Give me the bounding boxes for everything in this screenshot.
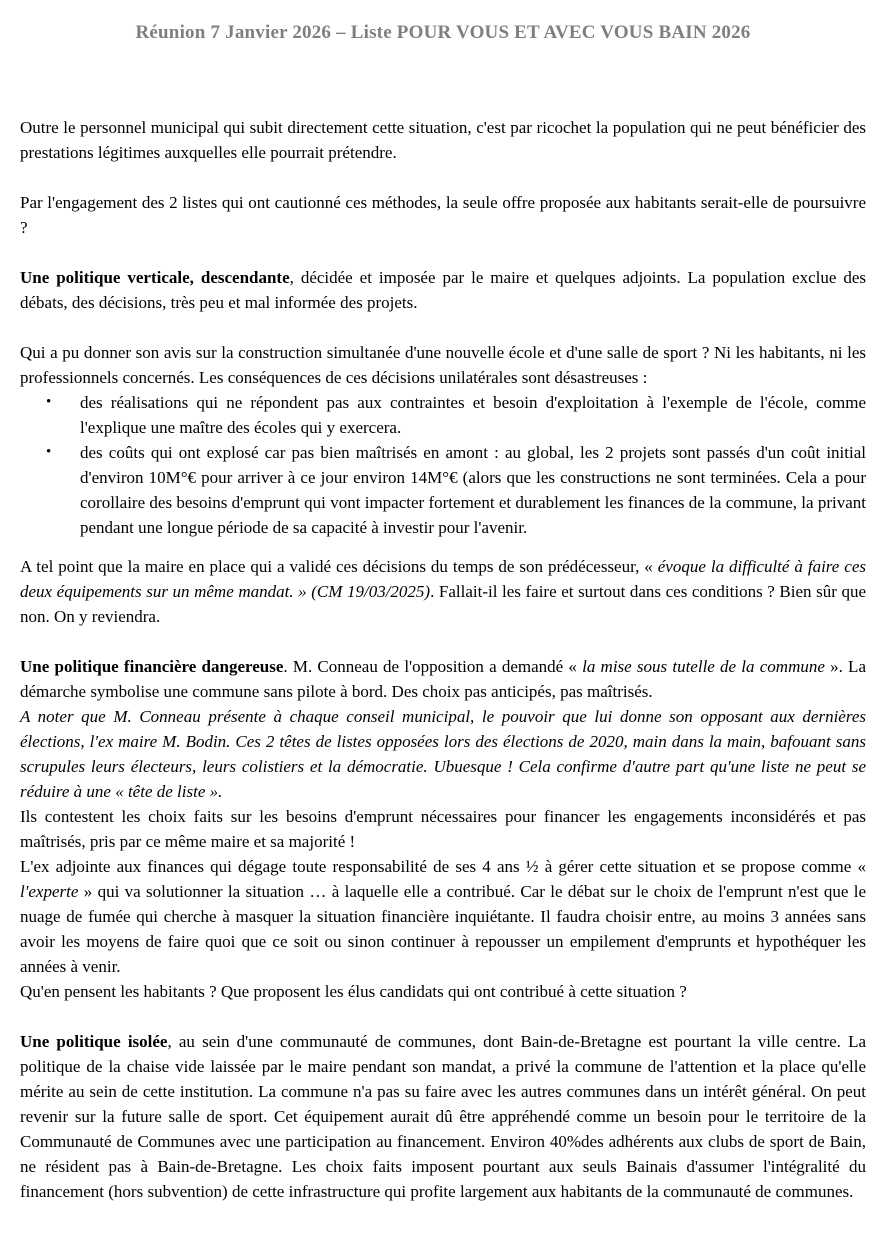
blank-line	[20, 540, 866, 554]
text-run: , au sein d'une communauté de communes, dont Bain-de-Bretagne est pourtant la ville centre. La politique de la chaise vide laissée par le maire pendant son mandat, a privé la commune de l'attention et la place qu'elle mérite au sein de cette institution. La commune n'a pas su faire avec les autres communes dans un intérêt général. On peut revenir sur la future salle de sport. Cet équipement aurait dû être appréhendé comme un besoin pour le territoire de la Communauté de Communes avec une participation au financement. Environ 40%des adhérents aux clubs de sport de Bain, ne résident pas à Bain-de-Bretagne. Les choix faits imposent pourtant aux seuls Bainais d'assumer l'intégralité du financement (hors subvention) de cette infrastructure qui profite largement aux habitants de la communauté de communes.	[20, 1032, 866, 1201]
paragraph-ex-adjointe	[20, 854, 866, 979]
paragraph-tel-point	[20, 554, 866, 629]
text-run: Une politique isolée	[20, 1032, 168, 1051]
paragraph-politique-financiere	[20, 654, 866, 704]
text-run: A tel point que la maire en place qui a validé ces décisions du temps de son prédécesseur, «	[20, 557, 658, 576]
page-title: Réunion 7 Janvier 2026 – Liste POUR VOUS ET AVEC VOUS BAIN 2026	[135, 22, 751, 43]
blank-line	[20, 240, 866, 265]
text-run: Une politique verticale, descendante	[20, 268, 290, 287]
bullet-item	[20, 390, 866, 440]
text-run: Une politique financière dangereuse	[20, 657, 284, 676]
paragraph-contestation	[20, 804, 866, 854]
text-run: des réalisations qui ne répondent pas aux contraintes et besoin d'exploitation à l'exemple de l'école, comme l'explique une maître des écoles qui y exercera.	[80, 393, 866, 437]
bullet-item	[20, 440, 866, 540]
text-run: l'experte	[20, 882, 79, 901]
bullet-list	[20, 390, 866, 540]
blank-line	[20, 315, 866, 340]
bullet-icon: •	[46, 444, 52, 460]
paragraph-conneau-note	[20, 704, 866, 804]
text-run: A noter que M. Conneau présente à chaque conseil municipal, le pouvoir que lui donne son opposant aux dernières élections, l'ex maire M. Bodin. Ces 2 têtes de listes opposées lors des élections de 2020, main dans la main, bafouant sans scrupules leurs électeurs, leurs colistiers et la démocratie. Ubuesque ! Cela confirme d'autre part qu'une liste ne peut se réduire à une « tête de liste ».	[20, 707, 866, 801]
paragraph-intro	[20, 115, 866, 165]
text-run: ». La démarche symbolise une commune sans pilote à bord. Des choix pas anticipés, pas maîtrisés.	[20, 657, 866, 701]
text-run: Par l'engagement des 2 listes qui ont cautionné ces méthodes, la seule offre proposée aux habitants serait-elle de poursuivre ?	[20, 193, 866, 237]
paragraph-construction	[20, 340, 866, 390]
text-run: L'ex adjointe aux finances qui dégage toute responsabilité de ses 4 ans ½ à gérer cette situation et se propose comme «	[20, 857, 866, 876]
text-run: des coûts qui ont explosé car pas bien maîtrisés en amont : au global, les 2 projets sont passés d'un coût initial d'environ 10M°€ pour arriver à ce jour environ 14M°€ (alors que les constructions ne sont terminées. Cela a pour corollaire des besoins d'emprunt qui vont impacter fortement et durablement les finances de la commune, la privant pendant une longue période de sa capacité à investir pour l'avenir.	[80, 443, 866, 537]
text-run: évoque la difficulté à faire ces deux équipements sur un même mandat. » (CM 19/03/2025)	[20, 557, 866, 601]
text-run: Ils contestent les choix faits sur les besoins d'emprunt nécessaires pour financer les engagements inconsidérés et pas maîtrisés, pris par ce même maire et sa majorité !	[20, 807, 866, 851]
paragraph-engagement	[20, 190, 866, 240]
blank-line	[20, 165, 866, 190]
blank-line	[20, 1004, 866, 1029]
bullet-icon: •	[46, 394, 52, 410]
paragraph-politique-verticale	[20, 265, 866, 315]
blank-line	[20, 629, 866, 654]
text-run: , décidée et imposée par le maire et quelques adjoints. La population exclue des débats, des décisions, très peu et mal informée des projets.	[20, 268, 866, 312]
text-run: . M. Conneau de l'opposition a demandé «	[283, 657, 583, 676]
paragraph-question-habitants	[20, 979, 866, 1004]
document-body	[20, 115, 866, 1204]
text-run: Qu'en pensent les habitants ? Que proposent les élus candidats qui ont contribué à cette situation ?	[20, 982, 687, 1001]
text-run: » qui va solutionner la situation … à laquelle elle a contribué. Car le débat sur le choix de l'emprunt n'est que le nuage de fumée qui cherche à masquer la situation financière inquiétante. Il faudra choisir entre, au moins 3 années sans avoir les moyens de faire quoi que ce soit ou sinon continuer à repousser un empilement d'emprunts et hypothéquer les années à venir.	[20, 882, 866, 976]
text-run: Qui a pu donner son avis sur la construction simultanée d'une nouvelle école et d'une salle de sport ? Ni les habitants, ni les professionnels concernés. Les conséquences de ces décisions unilatérales sont désastreuses :	[20, 343, 866, 387]
text-run: la mise sous tutelle de la commune	[582, 657, 825, 676]
paragraph-politique-isolee	[20, 1029, 866, 1204]
text-run: Outre le personnel municipal qui subit directement cette situation, c'est par ricochet la population qui ne peut bénéficier des prestations légitimes auxquelles elle pourrait prétendre.	[20, 118, 866, 162]
text-run: . Fallait-il les faire et surtout dans ces conditions ? Bien sûr que non. On y reviendra.	[20, 582, 867, 626]
